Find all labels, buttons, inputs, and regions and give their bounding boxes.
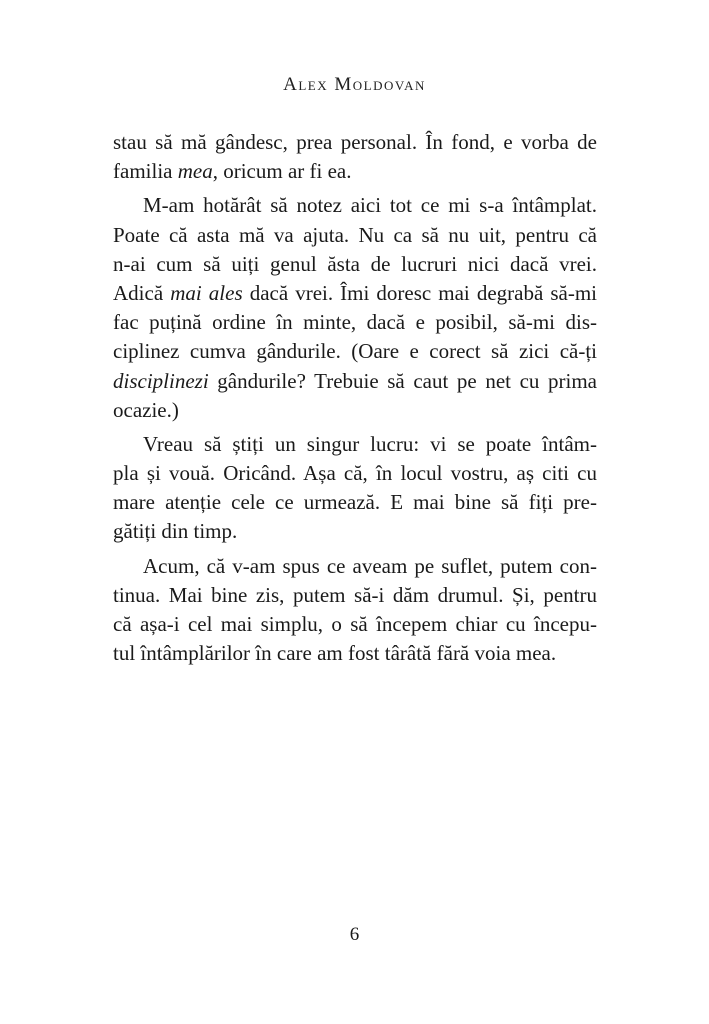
text-line bbox=[113, 308, 597, 337]
text-run: familia bbox=[113, 159, 178, 184]
text-line bbox=[113, 279, 597, 308]
text-run: gândurile? Trebuie să caut pe net cu prima bbox=[208, 368, 597, 393]
text-line bbox=[113, 191, 597, 220]
text-line bbox=[113, 128, 597, 157]
running-head: Alex Moldovan bbox=[283, 74, 426, 95]
paragraph bbox=[113, 128, 597, 186]
text-line bbox=[113, 610, 597, 639]
text-line bbox=[113, 157, 597, 186]
text-run: Poate că asta mă va ajuta. Nu ca să nu uit, pentru că bbox=[113, 222, 597, 247]
text-run: stau să mă gândesc, prea personal. În fond, e vorba de bbox=[113, 130, 597, 154]
text-run: pla și vouă. Oricând. Așa că, în locul vostru, aș citi cu bbox=[113, 461, 597, 486]
text-line bbox=[113, 430, 597, 459]
italic-text: mai ales bbox=[170, 280, 243, 305]
text-run: Vreau să știți un singur lucru: vi se poate întâm- bbox=[143, 431, 597, 456]
text-run: n-ai cum să uiți genul ăsta de lucruri nici dacă vrei. bbox=[113, 251, 597, 276]
italic-text: disciplinezi bbox=[113, 368, 209, 393]
paragraph bbox=[113, 430, 597, 547]
text-line bbox=[113, 367, 597, 396]
text-run: fac puțină ordine în minte, dacă e posibil, să-mi dis- bbox=[113, 310, 597, 335]
text-run: mare atenție cele ce urmează. E mai bine să fiți pre- bbox=[113, 490, 597, 515]
text-line bbox=[113, 581, 597, 610]
text-line bbox=[113, 488, 597, 517]
text-run: tinua. Mai bine zis, putem să-i dăm drumul. Și, pentru bbox=[113, 582, 597, 607]
text-run: că așa-i cel mai simplu, o să începem chiar cu începu- bbox=[113, 612, 597, 636]
paragraph bbox=[113, 552, 597, 669]
text-run: Acum, că v-am spus ce aveam pe suflet, putem con- bbox=[143, 553, 597, 578]
text-run: Adică bbox=[113, 280, 171, 305]
page-number: 6 bbox=[349, 924, 360, 945]
text-line bbox=[113, 517, 597, 546]
text-line bbox=[113, 221, 597, 250]
text-line bbox=[113, 250, 597, 279]
text-run: dacă vrei. Îmi doresc mai degrabă să-mi bbox=[242, 280, 598, 305]
paragraph bbox=[113, 191, 597, 425]
text-run: M-am hotărât să notez aici tot ce mi s-a întâmplat. bbox=[143, 193, 597, 218]
text-run: ciplinez cumva gândurile. (Oare e corect să zici că-ți bbox=[113, 339, 597, 364]
text-run: , oricum ar fi ea. bbox=[212, 159, 352, 184]
text-run: ocazie.) bbox=[113, 397, 179, 422]
text-line bbox=[113, 337, 597, 366]
body-text bbox=[113, 128, 597, 668]
text-line bbox=[113, 459, 597, 488]
text-run: gătiți din timp. bbox=[113, 519, 238, 544]
text-run: tul întâmplărilor în care am fost târâtă fără voia mea. bbox=[113, 641, 557, 666]
text-line bbox=[113, 396, 597, 425]
italic-text: mea bbox=[177, 159, 213, 184]
text-line bbox=[113, 639, 597, 668]
text-line bbox=[113, 552, 597, 581]
